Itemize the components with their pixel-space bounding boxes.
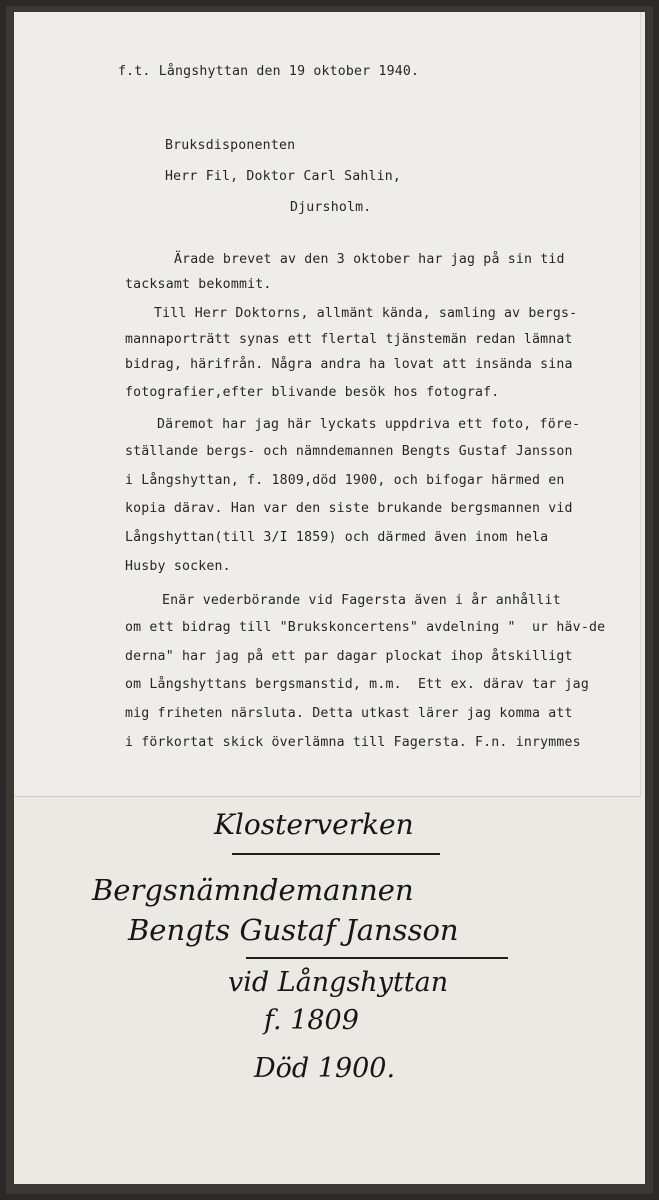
recipient-title: Bruksdisponenten — [165, 138, 296, 153]
letter-line: mig friheten närsluta. Detta utkast lärer jag komma att — [125, 706, 573, 721]
dateline: f.t. Långshyttan den 19 oktober 1940. — [118, 64, 420, 79]
letter-line: tacksamt bekommit. — [125, 277, 272, 292]
handwritten-born: f. 1809 — [264, 1005, 359, 1036]
handwritten-underline — [232, 853, 440, 855]
handwritten-name: Bengts Gustaf Jansson — [128, 913, 459, 947]
handwritten-heading: Klosterverken — [214, 808, 414, 841]
letter-line: Däremot har jag här lyckats uppdriva ett foto, före- — [157, 417, 581, 432]
handwritten-place: vid Långshyttan — [228, 967, 449, 998]
recipient-name: Herr Fil, Doktor Carl Sahlin, — [165, 169, 402, 184]
letter-line: Enär vederbörande vid Fagersta även i år anhållit — [162, 593, 561, 608]
handwritten-title: Bergsnämndemannen — [92, 873, 414, 907]
typewritten-letter — [14, 12, 641, 797]
letter-line: mannaporträtt synas ett flertal tjänstemän redan lämnat — [125, 332, 573, 347]
letter-line: bidrag, härifrån. Några andra ha lovat att insända sina — [125, 357, 573, 372]
letter-line: om Långshyttans bergsmanstid, m.m. Ett ex. därav tar jag — [125, 677, 589, 692]
handwritten-died: Död 1900. — [254, 1053, 396, 1084]
recipient-place: Djursholm. — [290, 200, 372, 215]
letter-line: Långshyttan(till 3/I 1859) och därmed även inom hela — [125, 530, 549, 545]
letter-line: om ett bidrag till "Brukskoncertens" avdelning " ur häv-de — [125, 620, 606, 635]
letter-line: Husby socken. — [125, 559, 231, 574]
letter-line: i förkortat skick överlämna till Fagersta. F.n. inrymmes — [125, 735, 581, 750]
letter-line: kopia därav. Han var den siste brukande bergsmannen vid — [125, 501, 573, 516]
letter-line: derna" har jag på ett par dagar plockat ihop åtskilligt — [125, 649, 573, 664]
letter-line: Till Herr Doktorns, allmänt kända, samling av bergs- — [154, 306, 578, 321]
letter-line: Ärade brevet av den 3 oktober har jag på sin tid — [174, 252, 565, 267]
letter-line: fotografier,efter blivande besök hos fotograf. — [125, 385, 500, 400]
letter-line: ställande bergs- och nämndemannen Bengts Gustaf Jansson — [125, 444, 573, 459]
handwritten-name-underline — [246, 957, 508, 959]
letter-line: i Långshyttan, f. 1809,död 1900, och bifogar härmed en — [125, 473, 565, 488]
